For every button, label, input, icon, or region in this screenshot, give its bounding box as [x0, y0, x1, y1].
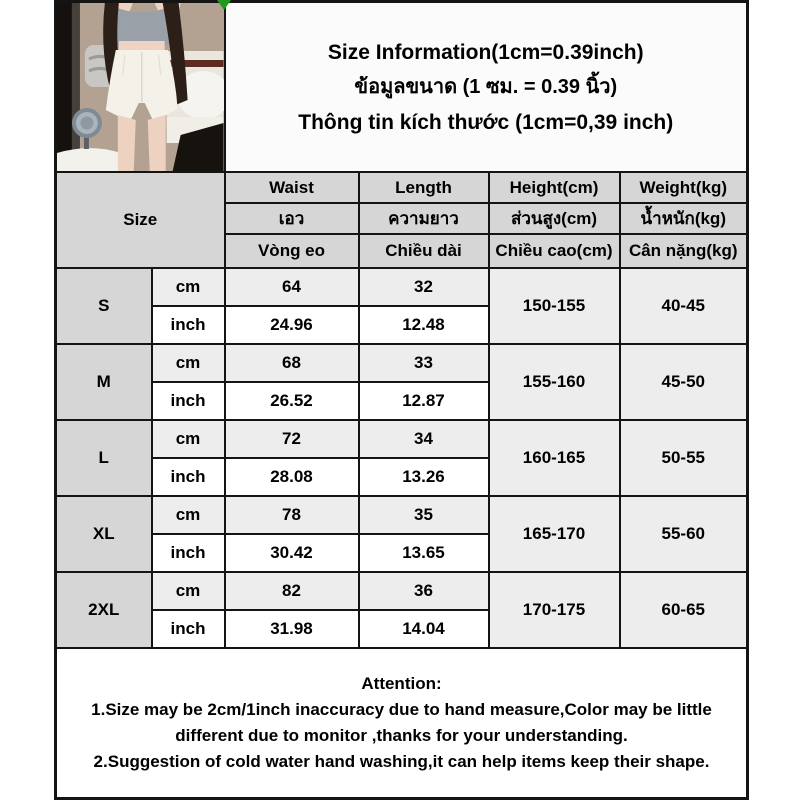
m-weight-range: 45-50 [620, 344, 748, 420]
xl-weight-range: 55-60 [620, 496, 748, 572]
s-waist-inch: 24.96 [225, 306, 359, 344]
product-photo-image [57, 3, 224, 171]
s-waist-cm: 64 [225, 268, 359, 306]
unit-cm-label: cm [152, 344, 225, 382]
m-length-inch: 12.87 [359, 382, 489, 420]
attention-box [56, 648, 748, 799]
2xl-length-inch: 14.04 [359, 610, 489, 648]
unit-inch-label: inch [152, 534, 225, 572]
l-weight-range: 50-55 [620, 420, 748, 496]
size-label-s: S [56, 268, 152, 344]
unit-inch-label: inch [152, 610, 225, 648]
m-waist-cm: 68 [225, 344, 359, 382]
col-header-height-vi: Chiều cao(cm) [489, 234, 620, 268]
col-header-weight-en: Weight(kg) [620, 172, 748, 203]
col-header-weight-vi: Cân nặng(kg) [620, 234, 748, 268]
table-row-l-cm [56, 420, 748, 458]
l-waist-cm: 72 [225, 420, 359, 458]
m-length-cm: 33 [359, 344, 489, 382]
s-length-inch: 12.48 [359, 306, 489, 344]
col-header-length-en: Length [359, 172, 489, 203]
table-row-s-cm [56, 268, 748, 306]
attention-row [56, 648, 748, 799]
photo-illustration [57, 3, 224, 171]
table-row-m-cm [56, 344, 748, 382]
unit-inch-label: inch [152, 458, 225, 496]
col-header-weight-th: น้ำหนัก(kg) [620, 203, 748, 234]
m-height-range: 155-160 [489, 344, 620, 420]
unit-cm-label: cm [152, 420, 225, 458]
col-header-height-th: ส่วนสูง(cm) [489, 203, 620, 234]
size-label-2xl: 2XL [56, 572, 152, 648]
m-waist-inch: 26.52 [225, 382, 359, 420]
unit-cm-label: cm [152, 268, 225, 306]
col-header-length-th: ความยาว [359, 203, 489, 234]
unit-inch-label: inch [152, 382, 225, 420]
2xl-length-cm: 36 [359, 572, 489, 610]
table-row-xl-cm [56, 496, 748, 534]
xl-length-cm: 35 [359, 496, 489, 534]
title-vietnamese: Thông tin kích thước (1cm=0,39 inch) [298, 110, 674, 134]
s-weight-range: 40-45 [620, 268, 748, 344]
xl-length-inch: 13.65 [359, 534, 489, 572]
unit-cm-label: cm [152, 496, 225, 534]
s-length-cm: 32 [359, 268, 489, 306]
title-row [56, 2, 748, 173]
size-header-cell: Size [56, 172, 225, 268]
size-info-sheet [54, 0, 746, 800]
title-thai: ข้อมูลขนาด (1 ซม. = 0.39 นิ้ว) [354, 75, 618, 98]
attention-note-1: 1.Size may be 2cm/1inch inaccuracy due to hand measure,Color may be little different due to monitor ,thanks for your understanding. [91, 700, 712, 745]
2xl-weight-range: 60-65 [620, 572, 748, 648]
l-length-inch: 13.26 [359, 458, 489, 496]
col-header-height-en: Height(cm) [489, 172, 620, 203]
table-row-2xl-cm [56, 572, 748, 610]
2xl-waist-inch: 31.98 [225, 610, 359, 648]
l-waist-inch: 28.08 [225, 458, 359, 496]
attention-note-2: 2.Suggestion of cold water hand washing,it can help items keep their shape. [93, 752, 710, 771]
size-label-l: L [56, 420, 152, 496]
xl-waist-cm: 78 [225, 496, 359, 534]
l-height-range: 160-165 [489, 420, 620, 496]
s-height-range: 150-155 [489, 268, 620, 344]
green-corner-mark-icon [217, 0, 231, 10]
col-header-waist-th: เอว [225, 203, 359, 234]
size-label-m: M [56, 344, 152, 420]
col-header-length-vi: Chiều dài [359, 234, 489, 268]
size-label-xl: XL [56, 496, 152, 572]
attention-heading: Attention: [361, 674, 442, 693]
2xl-waist-cm: 82 [225, 572, 359, 610]
size-chart-table [54, 0, 749, 800]
xl-waist-inch: 30.42 [225, 534, 359, 572]
2xl-height-range: 170-175 [489, 572, 620, 648]
xl-height-range: 165-170 [489, 496, 620, 572]
product-photo [56, 2, 225, 173]
unit-inch-label: inch [152, 306, 225, 344]
l-length-cm: 34 [359, 420, 489, 458]
col-header-waist-vi: Vòng eo [225, 234, 359, 268]
col-header-waist-en: Waist [225, 172, 359, 203]
size-info-title-block [225, 2, 748, 173]
title-english: Size Information(1cm=0.39inch) [327, 40, 644, 64]
header-row-english [56, 172, 748, 203]
unit-cm-label: cm [152, 572, 225, 610]
